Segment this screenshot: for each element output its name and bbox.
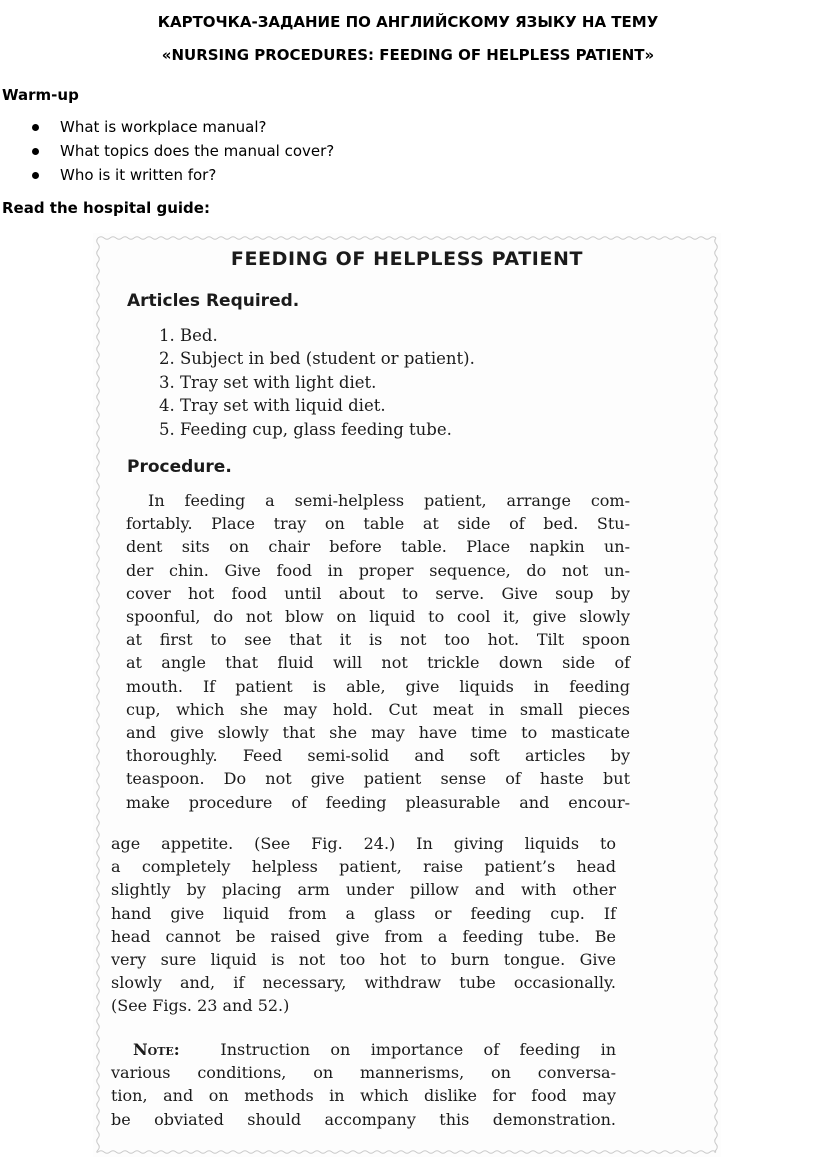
list-item: 2. Subject in bed (student or patient). <box>159 349 475 369</box>
bullet-icon <box>32 148 39 155</box>
warmup-question: What topics does the manual cover? <box>60 142 335 160</box>
warmup-question: Who is it written for? <box>60 166 217 184</box>
procedure-heading: Procedure. <box>127 457 232 477</box>
warmup-heading: Warm-up <box>2 86 79 104</box>
text-line: various conditions, on mannerisms, on conversa- <box>111 1063 616 1083</box>
text-line: head cannot be raised give from a feeding tube. Be <box>111 926 616 946</box>
articles-heading: Articles Required. <box>127 291 300 311</box>
list-item <box>0 164 334 188</box>
warmup-question: What is workplace manual? <box>60 118 267 136</box>
text-line: teaspoon. Do not give patient sense of haste but <box>126 769 630 789</box>
text-line: very sure liquid is not too hot to burn tongue. Give <box>111 950 616 970</box>
text-line: slightly by placing arm under pillow and with other <box>111 880 616 900</box>
reading-heading: Read the hospital guide: <box>2 199 210 217</box>
list-item: 5. Feeding cup, glass feeding tube. <box>159 419 452 439</box>
text-line: and give slowly that she may have time to masticate <box>126 723 630 743</box>
list-item: 1. Bed. <box>159 326 218 345</box>
text-line: make procedure of feeding pleasurable and encour- <box>126 792 630 812</box>
note-text: Instruction on importance of feeding in <box>220 1040 616 1059</box>
text-line: In feeding a semi-helpless patient, arrange com- <box>148 491 630 510</box>
articles-list <box>159 324 475 441</box>
bullet-icon <box>32 124 39 131</box>
text-line: slowly and, if necessary, withdraw tube occasionally. <box>111 973 616 993</box>
list-item <box>0 140 334 164</box>
text-line: spoonful, do not blow on liquid to cool it, give slowly <box>126 607 630 627</box>
text-line: (See Figs. 23 and 52.) <box>111 996 290 1016</box>
text-line: cover hot food until about to serve. Give soup by <box>126 583 630 603</box>
list-item: 3. Tray set with light diet. <box>159 372 377 392</box>
text-line: fortably. Place tray on table at side of bed. Stu- <box>126 514 630 534</box>
text-line: hand give liquid from a glass or feeding cup. If <box>111 903 616 923</box>
page-subtitle: «NURSING PROCEDURES: FEEDING OF HELPLESS PATIENT» <box>161 46 655 64</box>
guide-title: FEEDING OF HELPLESS PATIENT <box>230 248 584 270</box>
text-line: at first to see that it is not too hot. Tilt spoon <box>126 630 630 650</box>
page-title: КАРТОЧКА-ЗАДАНИЕ ПО АНГЛИЙСКОМУ ЯЗЫКУ НА ТЕМУ <box>157 13 659 31</box>
text-line: mouth. If patient is able, give liquids in feeding <box>126 676 630 696</box>
procedure-paragraph <box>126 489 630 814</box>
note-label: Note: <box>133 1040 180 1059</box>
text-line: thoroughly. Feed semi-solid and soft articles by <box>126 746 630 766</box>
text-line: der chin. Give food in proper sequence, do not un- <box>126 560 630 580</box>
hospital-guide-scan <box>93 233 721 1157</box>
bullet-icon <box>32 172 39 179</box>
text-line: age appetite. (See Fig. 24.) In giving liquids to <box>111 834 616 853</box>
text-line: at angle that fluid will not trickle down side of <box>126 653 630 673</box>
list-item <box>0 116 334 140</box>
warmup-question-list <box>0 116 334 188</box>
text-line: a completely helpless patient, raise patient’s head <box>111 857 616 877</box>
text-line: tion, and on methods in which dislike for food may <box>111 1086 616 1106</box>
text-line: be obviated should accompany this demonstration. <box>111 1109 616 1129</box>
text-line: dent sits on chair before table. Place napkin un- <box>126 537 630 557</box>
text-line <box>111 1038 616 1061</box>
text-line: cup, which she may hold. Cut meat in small pieces <box>126 699 630 719</box>
list-item: 4. Tray set with liquid diet. <box>159 396 386 416</box>
note-paragraph <box>111 1038 616 1131</box>
procedure-continuation <box>111 832 616 1018</box>
